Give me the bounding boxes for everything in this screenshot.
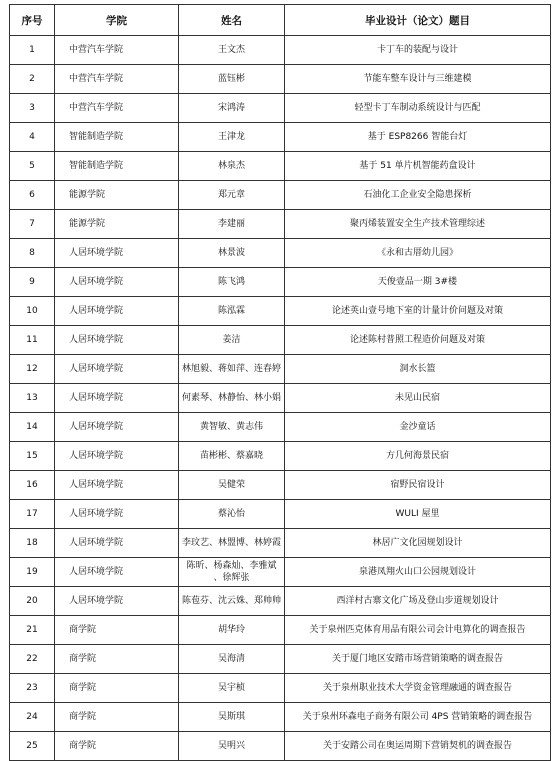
row-thesis-title: WULI 屋里 xyxy=(285,500,551,529)
row-student-name: 蓝钰彬 xyxy=(179,65,285,94)
row-thesis-title: 基于 ESP8266 智能台灯 xyxy=(285,123,551,152)
header-name: 姓名 xyxy=(179,5,285,36)
table-row xyxy=(10,703,551,732)
row-thesis-title: 论述英山壹号地下室的计量计价问题及对策 xyxy=(285,297,551,326)
row-number: 19 xyxy=(10,558,55,587)
row-number: 4 xyxy=(10,123,55,152)
row-number: 12 xyxy=(10,355,55,384)
row-student-name: 林旭毅、蒋如萍、连春婷 xyxy=(179,355,285,384)
table-row xyxy=(10,471,551,500)
row-thesis-title: 金沙童话 xyxy=(285,413,551,442)
table-row xyxy=(10,152,551,181)
header-no: 序号 xyxy=(10,5,55,36)
row-college: 人居环境学院 xyxy=(55,558,179,587)
row-thesis-title: 石油化工企业安全隐患探析 xyxy=(285,181,551,210)
table-row xyxy=(10,732,551,761)
row-number: 1 xyxy=(10,36,55,65)
row-thesis-title: 卡丁车的装配与设计 xyxy=(285,36,551,65)
row-college: 人居环境学院 xyxy=(55,239,179,268)
table-row xyxy=(10,413,551,442)
row-thesis-title: 林居广文化园规划设计 xyxy=(285,529,551,558)
table-row xyxy=(10,645,551,674)
row-college: 人居环境学院 xyxy=(55,326,179,355)
row-student-name: 苗彬彬、蔡嘉晓 xyxy=(179,442,285,471)
table-row xyxy=(10,355,551,384)
row-thesis-title: 基于 51 单片机智能药盒设计 xyxy=(285,152,551,181)
row-college: 人居环境学院 xyxy=(55,268,179,297)
row-college: 能源学院 xyxy=(55,181,179,210)
table-row xyxy=(10,36,551,65)
row-number: 11 xyxy=(10,326,55,355)
row-college: 人居环境学院 xyxy=(55,442,179,471)
row-number: 6 xyxy=(10,181,55,210)
row-number: 20 xyxy=(10,587,55,616)
row-thesis-title: 西洋村古寨文化广场及登山步道规划设计 xyxy=(285,587,551,616)
row-student-name: 郑元章 xyxy=(179,181,285,210)
table-row xyxy=(10,442,551,471)
row-student-name: 吴海清 xyxy=(179,645,285,674)
table-row xyxy=(10,587,551,616)
table-row xyxy=(10,616,551,645)
row-student-name: 吴斯琪 xyxy=(179,703,285,732)
table-row xyxy=(10,239,551,268)
row-thesis-title: 方几何海景民宿 xyxy=(285,442,551,471)
thesis-table-sheet xyxy=(9,4,550,761)
row-thesis-title: 未见山民宿 xyxy=(285,384,551,413)
row-number: 24 xyxy=(10,703,55,732)
row-student-name: 吴健荣 xyxy=(179,471,285,500)
row-student-name: 李玟艺、林盟博、林婷霞 xyxy=(179,529,285,558)
row-student-name: 陈飞鸿 xyxy=(179,268,285,297)
row-thesis-title: 关于泉州职业技术大学资金管理融通的调查报告 xyxy=(285,674,551,703)
header-title: 毕业设计（论文）题目 xyxy=(285,5,551,36)
row-college: 中营汽车学院 xyxy=(55,94,179,123)
row-thesis-title: 论述陈村普照工程造价问题及对策 xyxy=(285,326,551,355)
row-student-name: 林泉杰 xyxy=(179,152,285,181)
row-thesis-title: 关于泉州环森电子商务有限公司 4PS 营销策略的调查报告 xyxy=(285,703,551,732)
row-student-name: 黄智敏、黄志伟 xyxy=(179,413,285,442)
row-college: 人居环境学院 xyxy=(55,297,179,326)
row-college: 中营汽车学院 xyxy=(55,36,179,65)
row-college: 智能制造学院 xyxy=(55,152,179,181)
row-number: 15 xyxy=(10,442,55,471)
table-row xyxy=(10,529,551,558)
row-number: 5 xyxy=(10,152,55,181)
table-row xyxy=(10,500,551,529)
table-row xyxy=(10,674,551,703)
row-thesis-title: 泉港凤翔火山口公园规划设计 xyxy=(285,558,551,587)
row-number: 21 xyxy=(10,616,55,645)
thesis-table xyxy=(9,4,551,761)
row-number: 25 xyxy=(10,732,55,761)
row-college: 商学院 xyxy=(55,703,179,732)
row-number: 22 xyxy=(10,645,55,674)
row-college: 商学院 xyxy=(55,616,179,645)
row-college: 人居环境学院 xyxy=(55,355,179,384)
row-number: 17 xyxy=(10,500,55,529)
row-student-name: 何素琴、林静怡、林小娟 xyxy=(179,384,285,413)
row-student-name: 陈苞芬、沈云姝、郑帅帅 xyxy=(179,587,285,616)
row-number: 14 xyxy=(10,413,55,442)
table-row xyxy=(10,268,551,297)
row-student-name: 宋鸿涛 xyxy=(179,94,285,123)
row-thesis-title: 关于厦门地区安踏市场营销策略的调查报告 xyxy=(285,645,551,674)
row-student-name: 李建丽 xyxy=(179,210,285,239)
row-college: 人居环境学院 xyxy=(55,471,179,500)
row-number: 10 xyxy=(10,297,55,326)
table-row xyxy=(10,297,551,326)
table-row xyxy=(10,326,551,355)
row-number: 16 xyxy=(10,471,55,500)
row-student-name: 吴明兴 xyxy=(179,732,285,761)
row-student-name: 王文杰 xyxy=(179,36,285,65)
row-number: 23 xyxy=(10,674,55,703)
table-header-row xyxy=(10,5,551,36)
row-thesis-title: 宿野民宿设计 xyxy=(285,471,551,500)
row-student-name: 陈泓霖 xyxy=(179,297,285,326)
row-student-name: 姜洁 xyxy=(179,326,285,355)
row-student-name: 胡华玲 xyxy=(179,616,285,645)
row-thesis-title: 天俊壹品一期 3#楼 xyxy=(285,268,551,297)
row-college: 人居环境学院 xyxy=(55,413,179,442)
table-row xyxy=(10,384,551,413)
row-college: 商学院 xyxy=(55,732,179,761)
row-college: 商学院 xyxy=(55,674,179,703)
row-college: 中营汽车学院 xyxy=(55,65,179,94)
row-number: 3 xyxy=(10,94,55,123)
row-thesis-title: 节能车整车设计与三维建模 xyxy=(285,65,551,94)
table-row xyxy=(10,181,551,210)
row-thesis-title: 轻型卡丁车制动系统设计与匹配 xyxy=(285,94,551,123)
row-number: 8 xyxy=(10,239,55,268)
row-college: 人居环境学院 xyxy=(55,529,179,558)
table-row xyxy=(10,210,551,239)
table-body xyxy=(10,36,551,761)
row-thesis-title: 关于安踏公司在奥运周期下营销契机的调查报告 xyxy=(285,732,551,761)
row-college: 智能制造学院 xyxy=(55,123,179,152)
table-row xyxy=(10,65,551,94)
row-number: 2 xyxy=(10,65,55,94)
row-number: 9 xyxy=(10,268,55,297)
row-college: 能源学院 xyxy=(55,210,179,239)
row-student-name: 吴宇桢 xyxy=(179,674,285,703)
table-row xyxy=(10,558,551,587)
row-college: 人居环境学院 xyxy=(55,587,179,616)
row-student-name: 林景波 xyxy=(179,239,285,268)
row-number: 18 xyxy=(10,529,55,558)
row-college: 商学院 xyxy=(55,645,179,674)
header-college: 学院 xyxy=(55,5,179,36)
row-thesis-title: 《永和古厝幼儿园》 xyxy=(285,239,551,268)
row-student-name: 陈昕、杨森灿、李雅斌 、徐辉张 xyxy=(179,558,285,587)
row-thesis-title: 洞水长篮 xyxy=(285,355,551,384)
row-student-name: 蔡沁怡 xyxy=(179,500,285,529)
row-number: 13 xyxy=(10,384,55,413)
row-student-name: 王津龙 xyxy=(179,123,285,152)
table-row xyxy=(10,94,551,123)
table-row xyxy=(10,123,551,152)
row-thesis-title: 关于泉州匹克体育用品有限公司会计电算化的调查报告 xyxy=(285,616,551,645)
row-college: 人居环境学院 xyxy=(55,384,179,413)
row-thesis-title: 聚丙烯装置安全生产技术管理综述 xyxy=(285,210,551,239)
row-number: 7 xyxy=(10,210,55,239)
row-college: 人居环境学院 xyxy=(55,500,179,529)
